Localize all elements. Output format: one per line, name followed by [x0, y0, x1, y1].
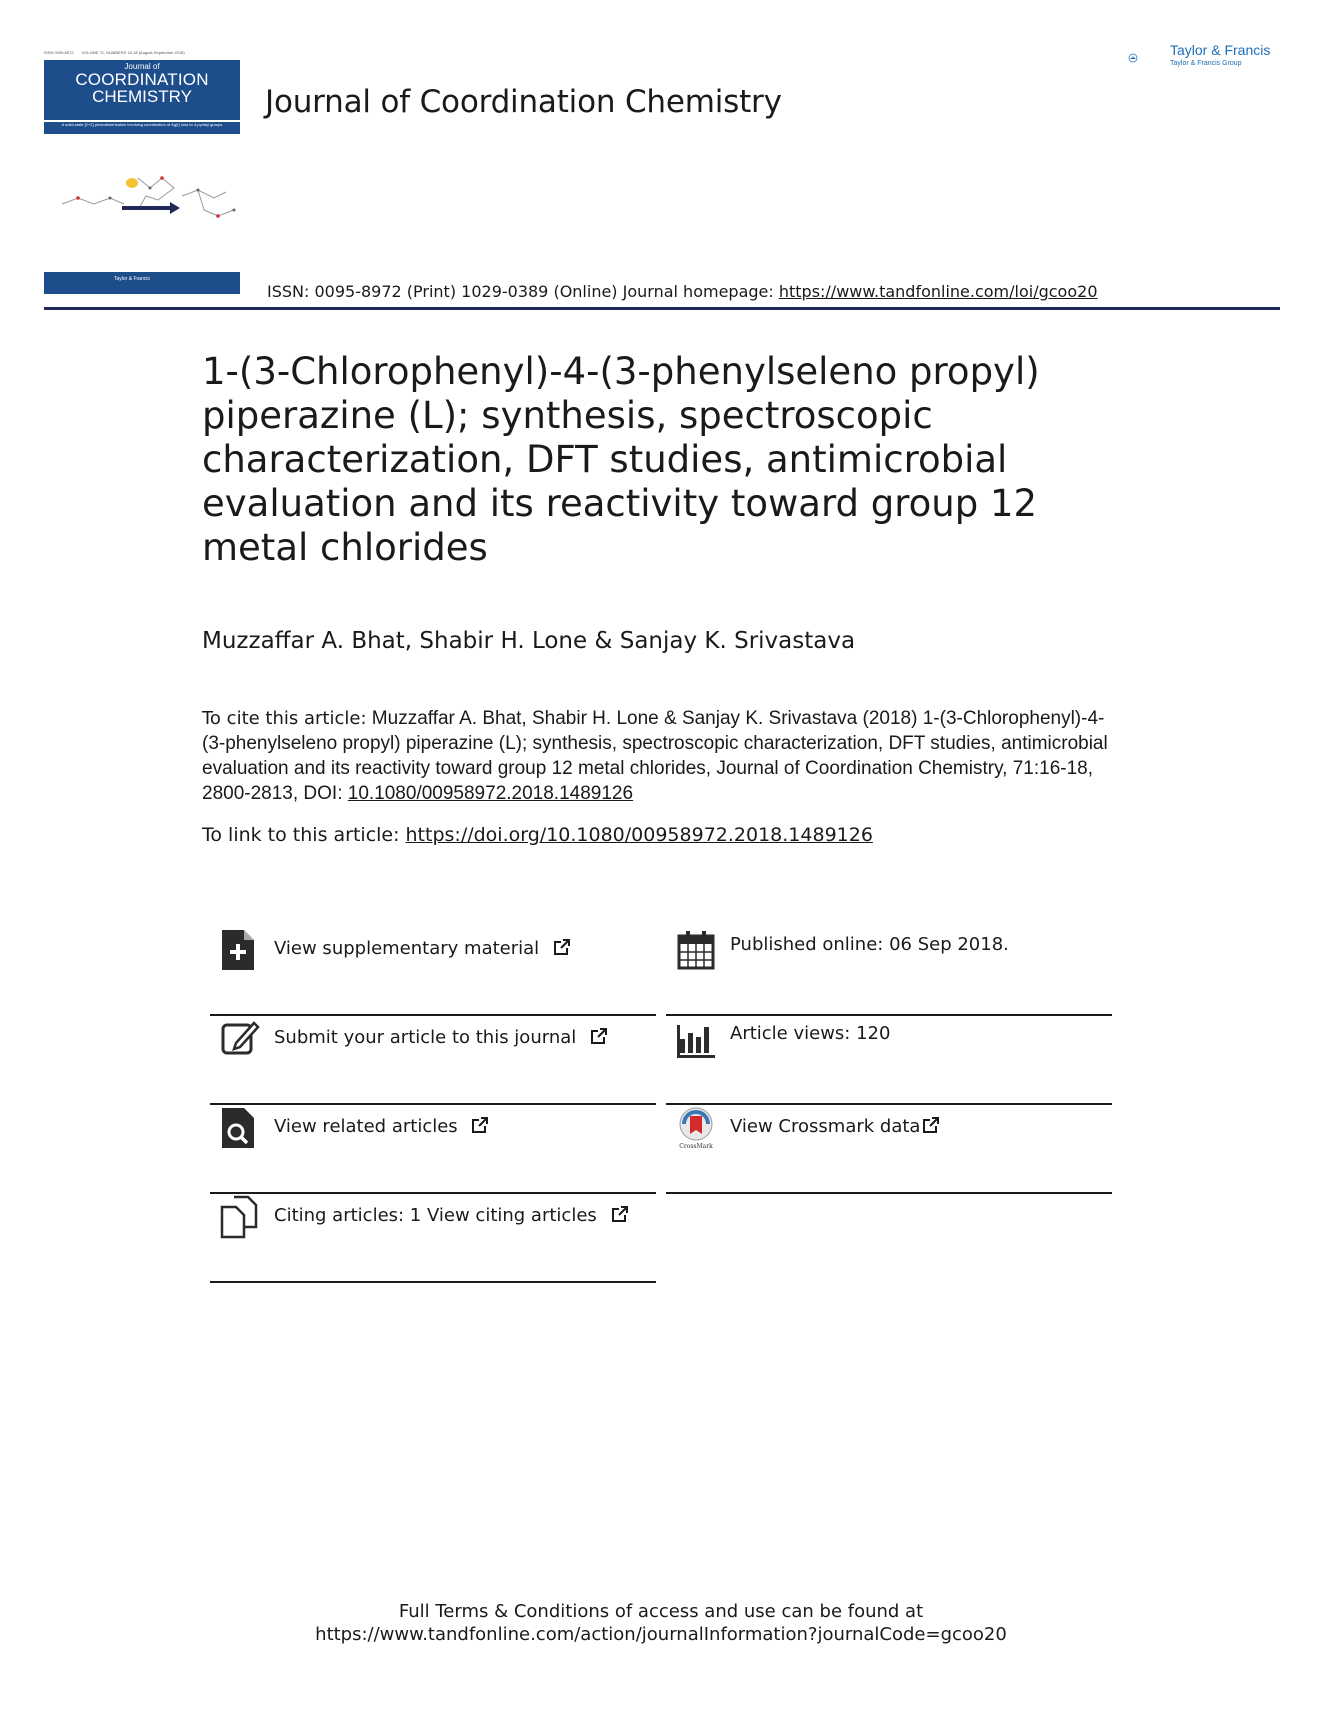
item-divider [666, 1192, 1112, 1194]
citation-block [202, 706, 1122, 806]
views-item [666, 1017, 1112, 1105]
views-label: Article views: 120 [730, 1023, 891, 1044]
item-divider [666, 1014, 1112, 1016]
cover-top-line [44, 50, 240, 60]
supplementary-item-row [274, 938, 571, 959]
related-item-row [274, 1116, 489, 1137]
article-doi-link[interactable]: https://doi.org/10.1080/00958972.2018.1489126 [405, 824, 873, 846]
item-divider [666, 1103, 1112, 1105]
cover-title-line2: CHEMISTRY [92, 87, 192, 106]
submit-item[interactable] [210, 1017, 656, 1105]
article-title: 1-(3-Chlorophenyl)-4-(3-phenylseleno propyl) piperazine (L); synthesis, spectroscopic characterization, DFT studies, antimicrobial evaluation and its reactivity toward group 12 metal chlorides [202, 350, 1040, 569]
published-item [666, 928, 1112, 1016]
published-label: Published online: 06 Sep 2018. [730, 934, 1009, 955]
edit-icon [220, 1017, 260, 1061]
citing-item[interactable] [210, 1195, 656, 1283]
issn-text: ISSN: 0095-8972 (Print) 1029-0389 (Online) Journal homepage: [267, 282, 779, 301]
cover-issn: ISSN 0095-8972 [44, 50, 74, 55]
external-link-icon [471, 1116, 489, 1134]
item-divider [210, 1103, 656, 1105]
journal-name: Journal of Coordination Chemistry [265, 84, 782, 120]
issn-line [267, 282, 1098, 301]
terms-line1: Full Terms & Conditions of access and use can be found at [398, 1601, 924, 1622]
supplementary-item[interactable] [210, 928, 656, 1016]
cover-title-line1: COORDINATION [75, 70, 209, 89]
external-link-icon [922, 1116, 940, 1134]
cover-volume: VOLUME 71, NUMBERS 16-18 (August-September 2018) [81, 50, 185, 55]
terms-footer [0, 1600, 1322, 1646]
item-divider [210, 1192, 656, 1194]
citing-label[interactable]: Citing articles: 1 View citing articles [274, 1205, 597, 1226]
taylor-francis-logo[interactable] [1128, 38, 1168, 78]
cite-label: To cite this article: [202, 708, 367, 729]
citing-item-row [274, 1205, 629, 1226]
copy-documents-icon [220, 1195, 260, 1239]
article-link-line [202, 824, 873, 846]
related-item[interactable] [210, 1106, 656, 1194]
related-label[interactable]: View related articles [274, 1116, 458, 1137]
crossmark-label[interactable]: View Crossmark data [730, 1116, 921, 1137]
submit-item-row [274, 1027, 608, 1048]
journal-cover-thumbnail [44, 50, 240, 294]
cover-feature-text: A solid-state [2+2] photodimerization involving coordination of Ag(I) ions to 4-pyridyl groups [44, 122, 240, 134]
crossmark-icon [676, 1106, 716, 1150]
publisher-name: Taylor & Francis [1170, 42, 1271, 58]
item-divider [210, 1014, 656, 1016]
publisher-group: Taylor & Francis Group [1170, 60, 1242, 67]
file-plus-icon [220, 928, 260, 972]
calendar-icon [676, 928, 716, 972]
cover-title-band [44, 60, 240, 120]
search-document-icon [220, 1106, 260, 1150]
external-link-icon [611, 1205, 629, 1223]
crossmark-item-row [730, 1116, 940, 1137]
cover-publisher-band [44, 272, 240, 294]
submit-label[interactable]: Submit your article to this journal [274, 1027, 577, 1048]
link-label: To link to this article: [202, 824, 400, 846]
terms-url[interactable]: https://www.tandfonline.com/action/journalInformation?journalCode=gcoo20 [315, 1624, 1007, 1645]
item-divider [210, 1281, 656, 1283]
article-authors: Muzzaffar A. Bhat, Shabir H. Lone & Sanjay K. Srivastava [202, 628, 856, 654]
external-link-icon [590, 1027, 608, 1045]
crossmark-badge-text: CrossMark [679, 1143, 713, 1150]
cite-doi-link[interactable]: 10.1080/00958972.2018.1489126 [347, 783, 634, 804]
cover-journal-of: Journal of [124, 62, 160, 71]
cover-publisher: Taylor & Francis [114, 276, 150, 282]
journal-homepage-link[interactable]: https://www.tandfonline.com/loi/gcoo20 [778, 282, 1098, 301]
header-rule [44, 307, 1280, 310]
cover-molecule-illustration [58, 170, 238, 230]
cite-text: Muzzaffar A. Bhat, Shabir H. Lone & Sanjay K. Srivastava (2018) 1-(3-Chlorophenyl)-4-(3-phenylseleno propyl) piperazine (L); synthesis, spectroscopic characterization, DFT studies, antimicrobial evaluation and its reactivity toward group 12 metal chlorides, Journal of Coordination Chemistry, 71:16-18, 2800-2813, DOI: [202, 708, 1108, 804]
external-link-icon [553, 938, 571, 956]
bar-chart-icon [676, 1017, 716, 1061]
supplementary-label[interactable]: View supplementary material [274, 938, 540, 959]
crossmark-item[interactable] [666, 1106, 1112, 1194]
